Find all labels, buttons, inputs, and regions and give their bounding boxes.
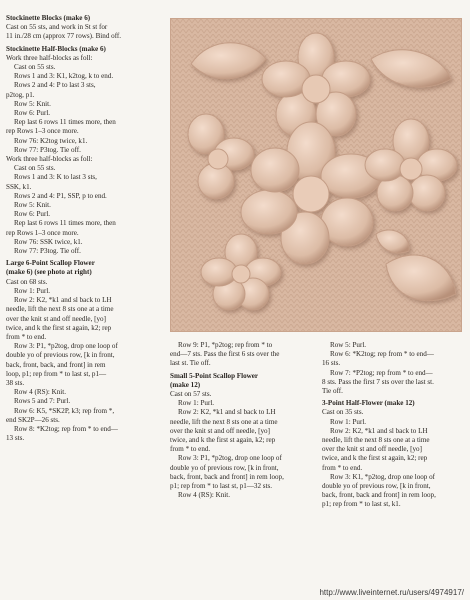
instruction-line: Cast on 57 sts. [170,390,212,399]
instruction-line: needle, lift the next 8 sts one at a time [6,305,114,314]
instruction-line: from * to end. [6,332,47,341]
instruction-line: over the knit st and off needle, [yo] [322,445,422,454]
instruction-line: Rows 2 and 4: P1, SSP, p to end. [14,191,107,200]
instruction-line: Row 6: Purl. [14,210,51,219]
instruction-line: Cast on 55 sts. [14,164,56,173]
right-text-column [322,341,467,510]
section-heading: (make 12) [170,380,201,389]
instruction-line: 16 sts. [322,359,341,368]
instruction-line: over the knit st and off needle, [yo] [170,426,270,435]
instruction-line: Row 77: P3tog. Tie off. [14,145,81,154]
instruction-line: rep Rows 1–3 once more. [6,228,79,237]
instruction-line: over the knit st and off needle, [yo] [6,314,106,323]
section-heading: Small 5-Point Scallop Flower [170,371,259,380]
instruction-line: double yo of previous row, [k in front, [6,351,115,360]
instruction-line: Row 2: K2, *k1 and sl back to LH [330,426,428,435]
instruction-line: Row 6: Purl. [14,109,51,118]
middle-text-column [170,341,310,500]
instruction-line: Rep last 6 rows 11 times more, then [14,118,116,127]
instruction-line: Row 6: K5, *SK2P, k3; rep from *, [14,406,115,415]
instruction-line: Row 6: *K2tog; rep from * to end— [330,350,434,359]
instruction-line: Rows 1 and 3: K1, k2tog, k to end. [14,72,114,81]
instruction-line: from * to end. [170,445,211,454]
instruction-line: Cast on 68 sts. [6,277,48,286]
instruction-line: Row 4 (RS): Knit. [14,388,67,397]
section-heading: (make 6) (see photo at right) [6,268,92,277]
instruction-line: p1; rep from * to last st, k1. [322,500,401,509]
instruction-line: needle, lift the next 8 sts one at a time [322,436,430,445]
instruction-line: twice, and k the first st again, k2; rep [170,436,276,445]
instruction-line: Row 5: Knit. [14,201,51,210]
instruction-line: Row 76: K2tog twice, k1. [14,136,88,145]
instruction-line: 13 sts. [6,434,25,443]
knitted-flowers-photo [170,18,462,332]
instruction-line: Rows 1 and 3: K to last 3 sts, [14,173,97,182]
instruction-line: from * to end. [322,463,363,472]
instruction-line: Rows 2 and 4: P to last 3 sts, [14,81,96,90]
instruction-line: Work three half-blocks as foll: [6,155,93,164]
flower-illustration [171,19,461,331]
instruction-line: Row 1: Purl. [330,417,367,426]
instruction-line: needle, lift the next 8 sts one at a time [170,417,278,426]
instruction-line: Cast on 35 sts. [322,408,364,417]
instruction-line: Row 1: Purl. [14,286,51,295]
instruction-line: Row 76: SSK twice, k1. [14,237,83,246]
section-heading: Stockinette Half-Blocks (make 6) [6,44,106,53]
instruction-line: Tie off. [322,387,343,396]
instruction-line: rep Rows 1–3 once more. [6,127,79,136]
instruction-line: Row 2: K2, *k1 and sl back to LH [14,296,112,305]
instruction-line: Work three half-blocks as foll: [6,53,93,62]
section-heading: Large 6-Point Scallop Flower [6,259,95,268]
instruction-line: loop, p1; rep from * to last st, p1— [6,369,107,378]
instruction-line: twice, and k the first st again, k2; rep [6,323,112,332]
instruction-line: Rows 5 and 7: Purl. [14,397,71,406]
instruction-line: double yo of previous row, [k in front, [170,463,279,472]
instruction-line: back, front, back, and front] in rem [6,360,106,369]
instruction-line: Cast on 55 sts, and work in St st for [6,23,108,32]
instruction-line: Rep last 6 rows 11 times more, then [14,219,116,228]
source-url[interactable]: http://www.liveinternet.ru/users/4974917/ [319,588,464,597]
section-heading: Stockinette Blocks (make 6) [6,14,91,22]
instruction-line: Row 2: K2, *k1 and sl back to LH [178,408,276,417]
instruction-line: end SK2P—26 sts. [6,415,60,424]
instruction-line: Row 77: P3tog. Tie off. [14,247,81,256]
instruction-line: Row 3: K1, *p2tog, drop one loop of [330,472,436,481]
instruction-line: Row 4 (RS): Knit. [178,491,231,500]
instruction-line: Cast on 55 sts. [14,63,56,72]
left-text-column [6,14,156,443]
instruction-line: end—7 sts. Pass the first 6 sts over the [170,350,280,359]
instruction-line: p1; rep from * to last st, p1—32 sts. [170,482,273,491]
instruction-line: Row 5: Knit. [14,99,51,108]
instruction-line: double yo of previous row, [k in front, [322,482,431,491]
instruction-line: Row 9: P1, *p2tog; rep from * to [178,341,273,349]
instruction-line: 8 sts. Pass the first 7 sts over the last st. [322,377,434,386]
instruction-line: SSK, k1. [6,182,32,191]
instruction-line: twice, and k the first st again, k2; rep [322,454,428,463]
instruction-line: last st. Tie off. [170,359,211,368]
instruction-line: p2tog, p1. [6,90,35,99]
instruction-line: back, front, back and front] in rem loop, [322,491,436,500]
instruction-line: Row 3: P1, *p2tog, drop one loop of [14,342,118,351]
instruction-line: Row 1: Purl. [178,399,215,408]
instruction-line: back, front, back and front] in rem loop, [170,472,284,481]
instruction-line: Row 3: P1, *p2tog, drop one loop of [178,454,282,463]
instruction-line: Row 8: *K2tog; rep from * to end— [14,424,118,433]
instruction-line: Row 5: Purl. [330,341,367,349]
instruction-line: 38 sts. [6,378,25,387]
instruction-line: 11 in./28 cm (approx 77 rows). Bind off. [6,32,122,41]
section-heading: 3-Point Half-Flower (make 12) [322,399,415,408]
instruction-line: Row 7: *P2tog; rep from * to end— [330,368,433,377]
